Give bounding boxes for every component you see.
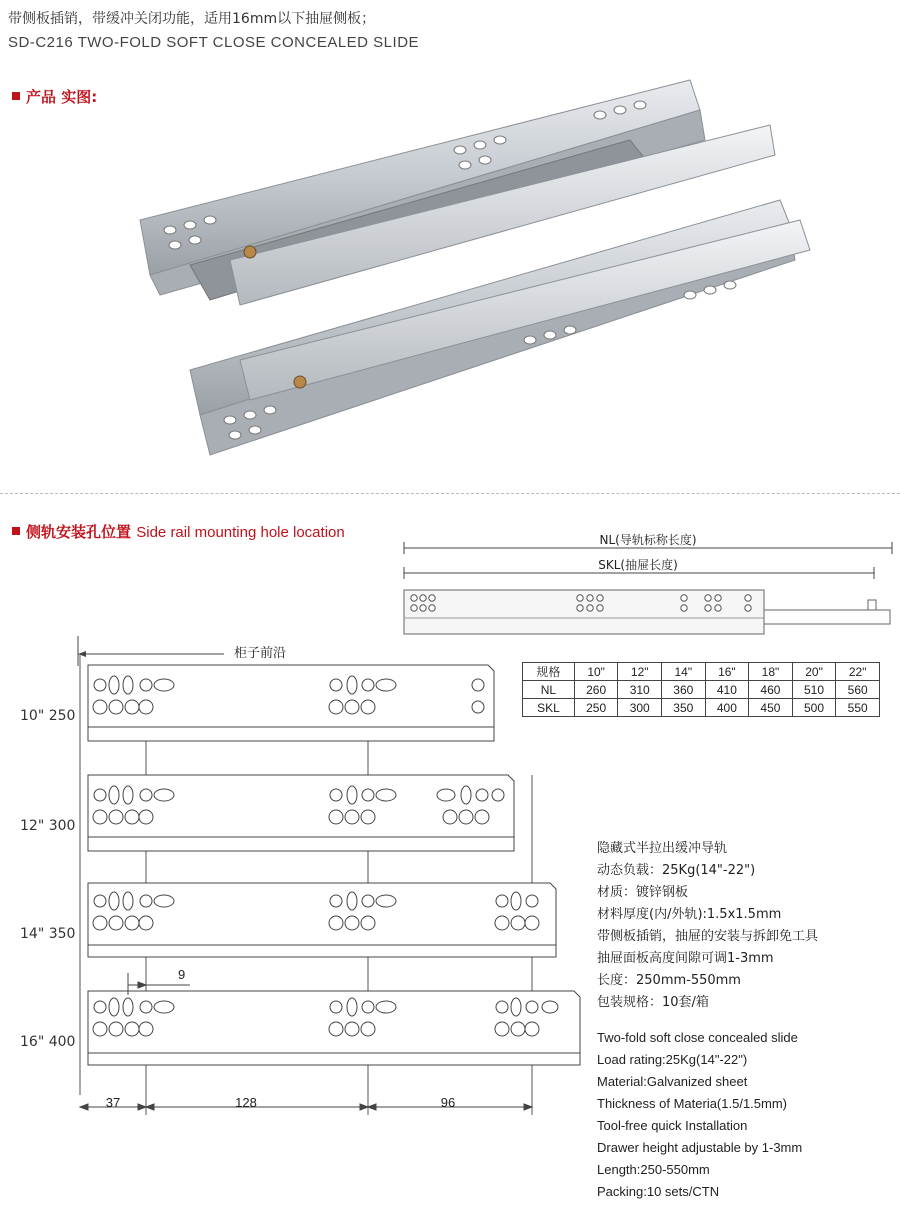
header-chinese: 带侧板插销，带缓冲关闭功能，适用16mm以下抽屉侧板； xyxy=(8,11,376,27)
spec-line: Two-fold soft close concealed slide xyxy=(597,1030,798,1045)
spec-line: 包装规格：10套/箱 xyxy=(597,995,709,1010)
dim-37-label: 37 xyxy=(105,1095,121,1110)
table-cell: 16" xyxy=(705,663,749,681)
product-photo xyxy=(130,70,830,470)
table-cell: NL xyxy=(523,681,575,699)
spec-line: 抽屉面板高度间隙可调1-3mm xyxy=(597,951,774,966)
dim-9-label: 9 xyxy=(178,967,186,982)
rail-size-label-12: 12" 300 xyxy=(20,818,76,834)
table-cell: 460 xyxy=(749,681,793,699)
bullet-square-icon xyxy=(12,527,20,535)
table-cell: 450 xyxy=(749,699,793,717)
spec-line: 材料厚度(内/外轨):1.5x1.5mm xyxy=(597,907,782,922)
spec-line: Thickness of Materia(1.5/1.5mm) xyxy=(597,1096,788,1111)
table-cell: 规格 xyxy=(523,663,575,681)
spec-line: 长度：250mm-550mm xyxy=(597,973,741,988)
bullet-square-icon xyxy=(12,92,20,100)
section-mounting-hole-title xyxy=(12,521,345,542)
spec-line: 隐藏式半拉出缓冲导轨 xyxy=(597,841,728,856)
table-cell: 560 xyxy=(836,681,880,699)
table-cell: 350 xyxy=(662,699,706,717)
rail-14 xyxy=(88,883,556,957)
dim-128-label: 128 xyxy=(235,1095,257,1110)
spec-line: 带侧板插销，抽屉的安装与拆卸免工具 xyxy=(597,929,819,944)
table-cell: 360 xyxy=(662,681,706,699)
section-mounting-hole-en: Side rail mounting hole location xyxy=(136,524,345,541)
mounting-rails-drawing xyxy=(0,655,600,1125)
table-cell: 20" xyxy=(792,663,836,681)
rail-16 xyxy=(88,991,580,1065)
table-header-row xyxy=(523,663,880,681)
spec-list-chinese xyxy=(597,838,818,1014)
table-row xyxy=(523,681,880,699)
rail-size-label-10: 10" 250 xyxy=(20,708,76,724)
dim-96-label: 96 xyxy=(440,1095,456,1110)
table-cell: SKL xyxy=(523,699,575,717)
spec-line: Load rating:25Kg(14"-22") xyxy=(597,1052,748,1067)
table-cell: 18" xyxy=(749,663,793,681)
section-divider xyxy=(0,493,900,494)
spec-line: 材质：镀锌钢板 xyxy=(597,885,689,900)
table-cell: 260 xyxy=(574,681,618,699)
section-product-photo-title xyxy=(12,86,97,107)
table-row xyxy=(523,699,880,717)
spec-line: Material:Galvanized sheet xyxy=(597,1074,748,1089)
table-cell: 410 xyxy=(705,681,749,699)
section-mounting-hole-cn: 侧轨安装孔位置 xyxy=(26,523,132,541)
table-cell: 510 xyxy=(792,681,836,699)
table-cell: 10" xyxy=(574,663,618,681)
spec-table xyxy=(522,662,880,717)
spec-line: Packing:10 sets/CTN xyxy=(597,1184,720,1199)
table-cell: 500 xyxy=(792,699,836,717)
spec-list-english xyxy=(597,1027,802,1203)
rail-size-label-16: 16" 400 xyxy=(20,1034,76,1050)
rail-size-label-14: 14" 350 xyxy=(20,926,76,942)
length-diagram xyxy=(398,530,898,640)
section-product-photo-label: 产品 实图: xyxy=(26,88,98,106)
table-cell: 310 xyxy=(618,681,662,699)
nl-label: NL(导轨标称长度) xyxy=(599,533,697,547)
rail-12 xyxy=(88,775,514,851)
table-cell: 400 xyxy=(705,699,749,717)
header-english: SD-C216 TWO-FOLD SOFT CLOSE CONCEALED SLIDE xyxy=(8,34,420,51)
table-cell: 250 xyxy=(574,699,618,717)
rail-10 xyxy=(88,665,494,741)
table-cell: 300 xyxy=(618,699,662,717)
spec-line: Tool-free quick Installation xyxy=(597,1118,748,1133)
table-cell: 550 xyxy=(836,699,880,717)
table-cell: 12" xyxy=(618,663,662,681)
spec-line: Length:250-550mm xyxy=(597,1162,710,1177)
table-cell: 14" xyxy=(662,663,706,681)
front-edge-label: 柜子前沿 xyxy=(234,646,287,661)
table-cell: 22" xyxy=(836,663,880,681)
spec-line: 动态负载：25Kg(14"-22") xyxy=(597,863,756,878)
spec-line: Drawer height adjustable by 1-3mm xyxy=(597,1140,803,1155)
skl-label: SKL(抽屉长度) xyxy=(598,558,678,572)
